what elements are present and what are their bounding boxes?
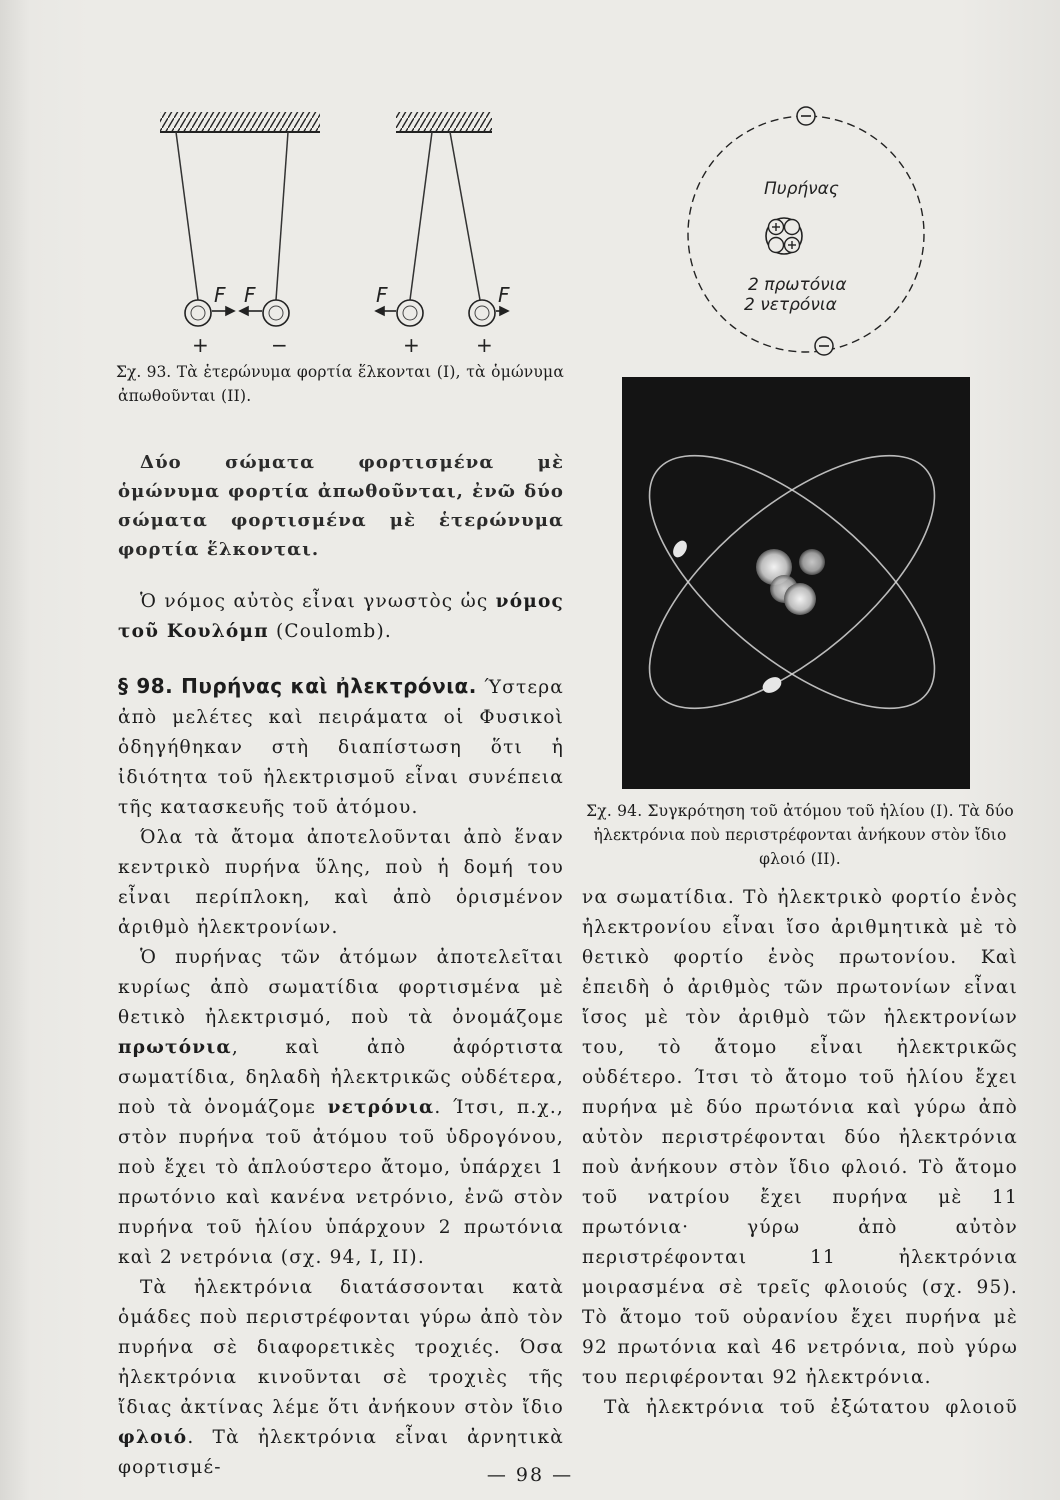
term-neutrons: νετρόνια	[327, 1097, 435, 1118]
svg-text:+: +	[192, 333, 209, 357]
neutrons-label: 2 νετρόνια	[744, 295, 837, 315]
orbit-photo-drawing	[622, 377, 970, 789]
section-heading: § 98. Πυρήνας καὶ ἠλεκτρόνια.	[118, 674, 477, 698]
svg-text:−: −	[271, 333, 288, 357]
figure-93-diagram	[150, 108, 510, 368]
section-p1: Ύστερα ἀπὸ μελέτες καὶ πειράματα οἱ Φυσικοὶ ὁδηγήθηκαν στὴ διαπίστωση ὅτι ἡ ἰδιότητα τοῦ ἠλεκτρισμοῦ εἶναι συνέπεια τῆς κατασκευῆς τοῦ ἀτόμου.	[118, 677, 564, 818]
law-name-post: (Coulomb).	[268, 621, 392, 642]
nucleus	[766, 218, 802, 254]
right-column	[582, 883, 1018, 1423]
orbit-circle	[688, 116, 924, 352]
protons-label: 2 πρωτόνια	[748, 275, 847, 295]
term-protons: πρωτόνια	[118, 1037, 232, 1058]
svg-text:F: F	[214, 283, 226, 307]
svg-text:F: F	[376, 283, 388, 307]
electron-bottom	[815, 337, 833, 355]
force-arrows	[212, 307, 508, 315]
p4-text-c: . Τὰ ἠλεκτρόνια εἶναι ἀρνητικὰ φορτισμέ-	[118, 1427, 564, 1478]
p3-text-a: Ὁ πυρήνας τῶν ἀτόμων ἀποτελεῖται κυρίως ἀπὸ σωματίδια φορτισμένα μὲ θετικὸ ἠλεκτρισμό, ποὺ τὰ ὀνομάζομε	[118, 947, 564, 1028]
law-name-paragraph	[118, 587, 564, 647]
p3-text-c: , καὶ ἀπὸ ἀφόρτιστα σωματίδια, δηλαδὴ ἠλεκτρικῶς οὐδέτερα, ποὺ τὰ ὀνομάζομε	[118, 1037, 564, 1118]
section-98-paragraph	[118, 671, 564, 823]
section-p2: Όλα τὰ ἄτομα ἀποτελοῦνται ἀπὸ ἕναν κεντρικὸ πυρήνα ὕλης, ποὺ ἡ δομή του εἶναι περίπλοκη, καὶ ἀπὸ ὁρισμένον ἀριθμὸ ἠλεκτρονίων.	[118, 827, 564, 938]
section-p3	[118, 943, 564, 1273]
page-number: — 98 —	[486, 1464, 574, 1486]
law-statement: Δύο σώματα φορτισμένα μὲ ὁμώνυμα φορτία ἀπωθοῦνται, ἐνῶ δύο σώματα φορτισμένα μὲ ἑτερώνυμα φορτία ἕλκονται.	[118, 452, 564, 560]
law-name-bold: νόμος τοῦ Κουλόμπ	[118, 591, 564, 642]
p3-text-e: . Ίτσι, π.χ., στὸν πυρήνα τοῦ ἀτόμου τοῦ ὑδρογόνου, ποὺ ἔχει τὸ ἁπλούστερο ἄτομο, ὑπάρχει 1 πρωτόνιο καὶ κανένα νετρόνιο, ἐνῶ στὸν πυρήνα τοῦ ἡλίου ὑπάρχουν 2 πρωτόνια καὶ 2 νετρόνια (σχ. 94, I, II).	[118, 1097, 565, 1268]
svg-text:+: +	[476, 333, 493, 357]
caption-label: Σχ. 93.	[116, 363, 172, 381]
section-p4	[118, 1273, 564, 1483]
p4-text-a: Τὰ ἠλεκτρόνια διατάσσονται κατὰ ὁμάδες ποὺ περιστρέφονται γύρω ἀπὸ τὸν πυρήνα σὲ διαφορετικὲς τροχιές. Όσα ἠλεκτρόνια κινοῦνται σὲ τροχιὲς τῆς ἴδιας ἀκτίνας λέμε ὅτι ἀνήκουν στὸν ἴδιο	[118, 1277, 564, 1418]
right-p1: να σωματίδια. Τὸ ἠλεκτρικὸ φορτίο ἑνὸς ἠλεκτρονίου εἶναι ἴσο ἀριθμητικὰ μὲ τὸ θετικὸ φορτίο ἑνὸς πρωτονίου. Καὶ ἐπειδὴ ὁ ἀριθμὸς τῶν πρωτονίων εἶναι ἴσος μὲ τὸν ἀριθμὸ τῶν ἠλεκτρονίων του, τὸ ἄτομο εἶναι ἠλεκτρικῶς οὐδέτερο. Ίτσι τὸ ἄτομο τοῦ ἡλίου ἔχει πυρήνα μὲ δύο πρωτόνια καὶ γύρω ἀπὸ αὐτὸν περιστρέφονται δύο ἠλεκτρόνια ποὺ ἀνήκουν στὸν ἴδιο φλοιό. Τὸ ἄτομο τοῦ νατρίου ἔχει πυρήνα μὲ 11 πρωτόνια· γύρω ἀπὸ αὐτὸν περιστρέφονται 11 ἠλεκτρόνια μοιρασμένα σὲ τρεῖς φλοιούς (σχ. 95). Τὸ ἄτομο τοῦ οὐρανίου ἔχει πυρήνα μὲ 92 πρωτόνια καὶ 46 νετρόνια, ποὺ γύρω του περιφέρονται 92 ἠλεκτρόνια.	[582, 887, 1018, 1388]
figure-94-photo	[622, 377, 970, 789]
caption-text: Τὰ ἑτερώνυμα φορτία ἕλκονται (I), τὰ ὁμώνυμα ἀπωθοῦνται (II).	[118, 363, 564, 405]
electron-top	[797, 107, 815, 125]
svg-text:F: F	[244, 283, 256, 307]
force-labels	[214, 283, 510, 307]
figure-94-diagram	[670, 104, 940, 364]
charge-signs	[192, 333, 493, 357]
sphere-shading	[191, 306, 489, 320]
left-column	[118, 360, 564, 1483]
svg-text:+: +	[403, 333, 420, 357]
right-p2: Τὰ ἠλεκτρόνια τοῦ ἐξώτατου φλοιοῦ	[604, 1397, 1018, 1418]
figure-94-caption	[582, 799, 1018, 871]
caption-text: Συγκρότηση τοῦ ἀτόμου τοῦ ἡλίου (I). Τὰ δύο ἠλεκτρόνια ποὺ περιστρέφονται ἀνήκουν στὸν ἴδιο φλοιό (II).	[593, 802, 1014, 868]
nucleus-label: Πυρήνας	[764, 179, 839, 199]
law-name-pre: Ὁ νόμος αὐτὸς εἶναι γνωστὸς ὡς	[140, 591, 496, 612]
svg-text:F: F	[498, 283, 510, 307]
caption-label: Σχ. 94.	[586, 802, 643, 820]
figure-93-caption	[118, 360, 564, 408]
ceiling-right	[396, 112, 492, 132]
threads	[176, 132, 480, 300]
term-shell: φλοιό	[118, 1427, 188, 1448]
ceiling-left	[160, 112, 320, 132]
